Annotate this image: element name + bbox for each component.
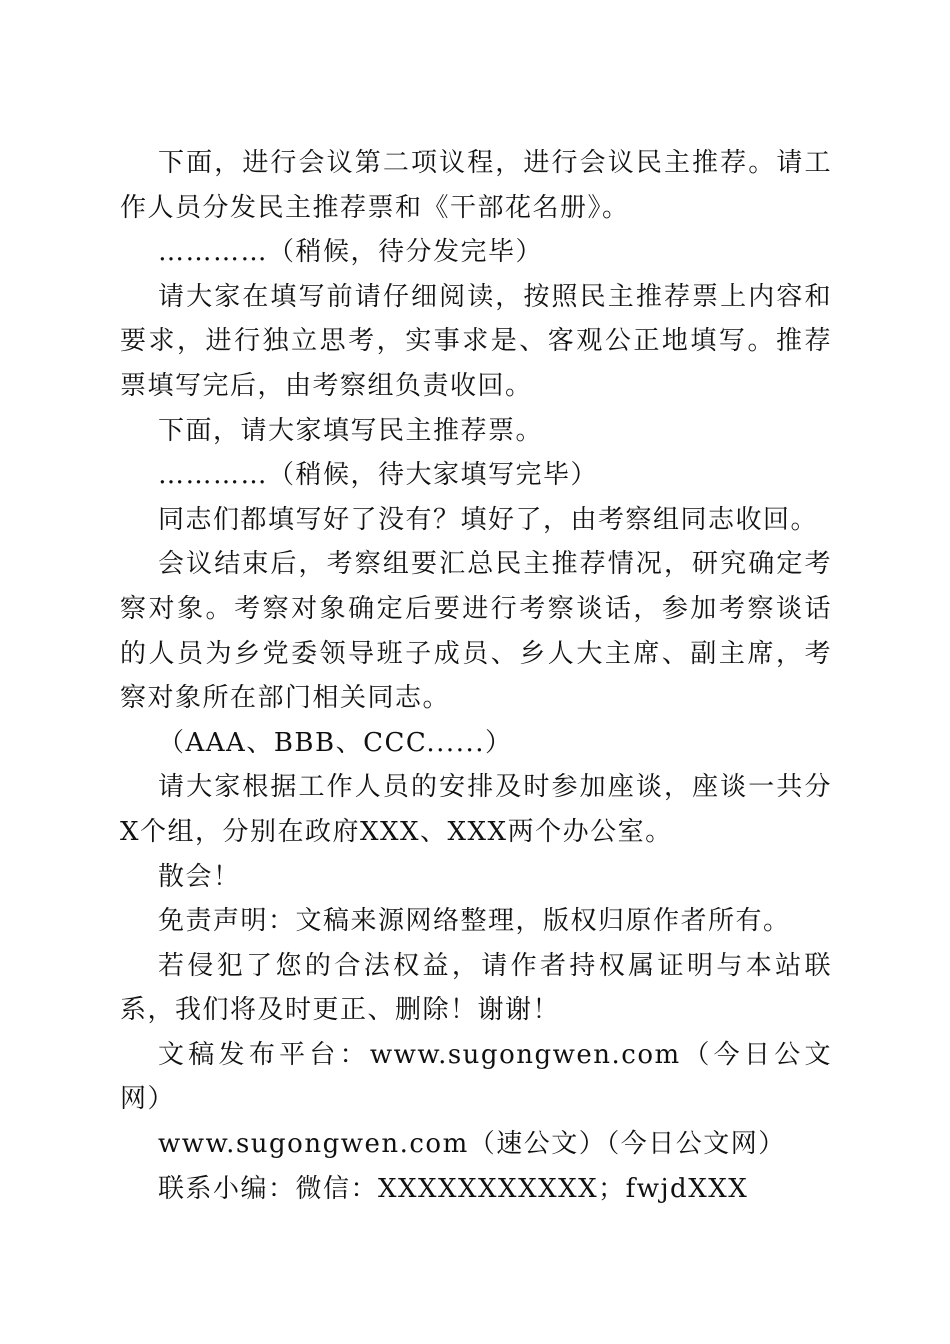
paragraph-contact: 联系小编：微信：XXXXXXXXXXX；fwjdXXX [158, 1173, 749, 1204]
paragraph-name-list: （AAA、BBB、CCC......） [158, 727, 513, 758]
document-body [120, 141, 832, 1211]
paragraph-website: www.sugongwen.com（速公文）（今日公文网） [158, 1129, 786, 1160]
paragraph-please-fill: 下面，请大家填写民主推荐票。 [158, 415, 544, 446]
paragraph-fill-instructions: 请大家在填写前请仔细阅读，按照民主推荐票上内容和要求，进行独立思考，实事求是、客观公正地填写。推荐票填写完后，由考察组负责收回。 [120, 281, 832, 401]
paragraph-publish-platform: 文稿发布平台：www.sugongwen.com（今日公文网） [120, 1039, 832, 1115]
paragraph-adjourn: 散会！ [158, 861, 241, 892]
paragraph-infringement-notice: 若侵犯了您的合法权益，请作者持权属证明与本站联系，我们将及时更正、删除！谢谢！ [120, 950, 832, 1026]
paragraph-wait-distribution: …………（稍候，待分发完毕） [158, 237, 544, 268]
paragraph-disclaimer: 免责声明：文稿来源网络整理，版权归原作者所有。 [158, 906, 791, 937]
paragraph-collect-ballots: 同志们都填写好了没有？填好了，由考察组同志收回。 [158, 504, 819, 535]
paragraph-wait-filling: …………（稍候，待大家填写完毕） [158, 460, 599, 491]
paragraph-agenda-item: 下面，进行会议第二项议程，进行会议民主推荐。请工作人员分发民主推荐票和《干部花名册》。 [120, 148, 832, 223]
paragraph-after-meeting: 会议结束后，考察组要汇总民主推荐情况，研究确定考察对象。考察对象确定后要进行考察谈话，参加考察谈话的人员为乡党委领导班子成员、乡人大主席、副主席，考察对象所在部门相关同志。 [120, 549, 832, 714]
paragraph-discussion-groups: 请大家根据工作人员的安排及时参加座谈，座谈一共分X个组，分别在政府XXX、XXX两个办公室。 [120, 772, 832, 847]
